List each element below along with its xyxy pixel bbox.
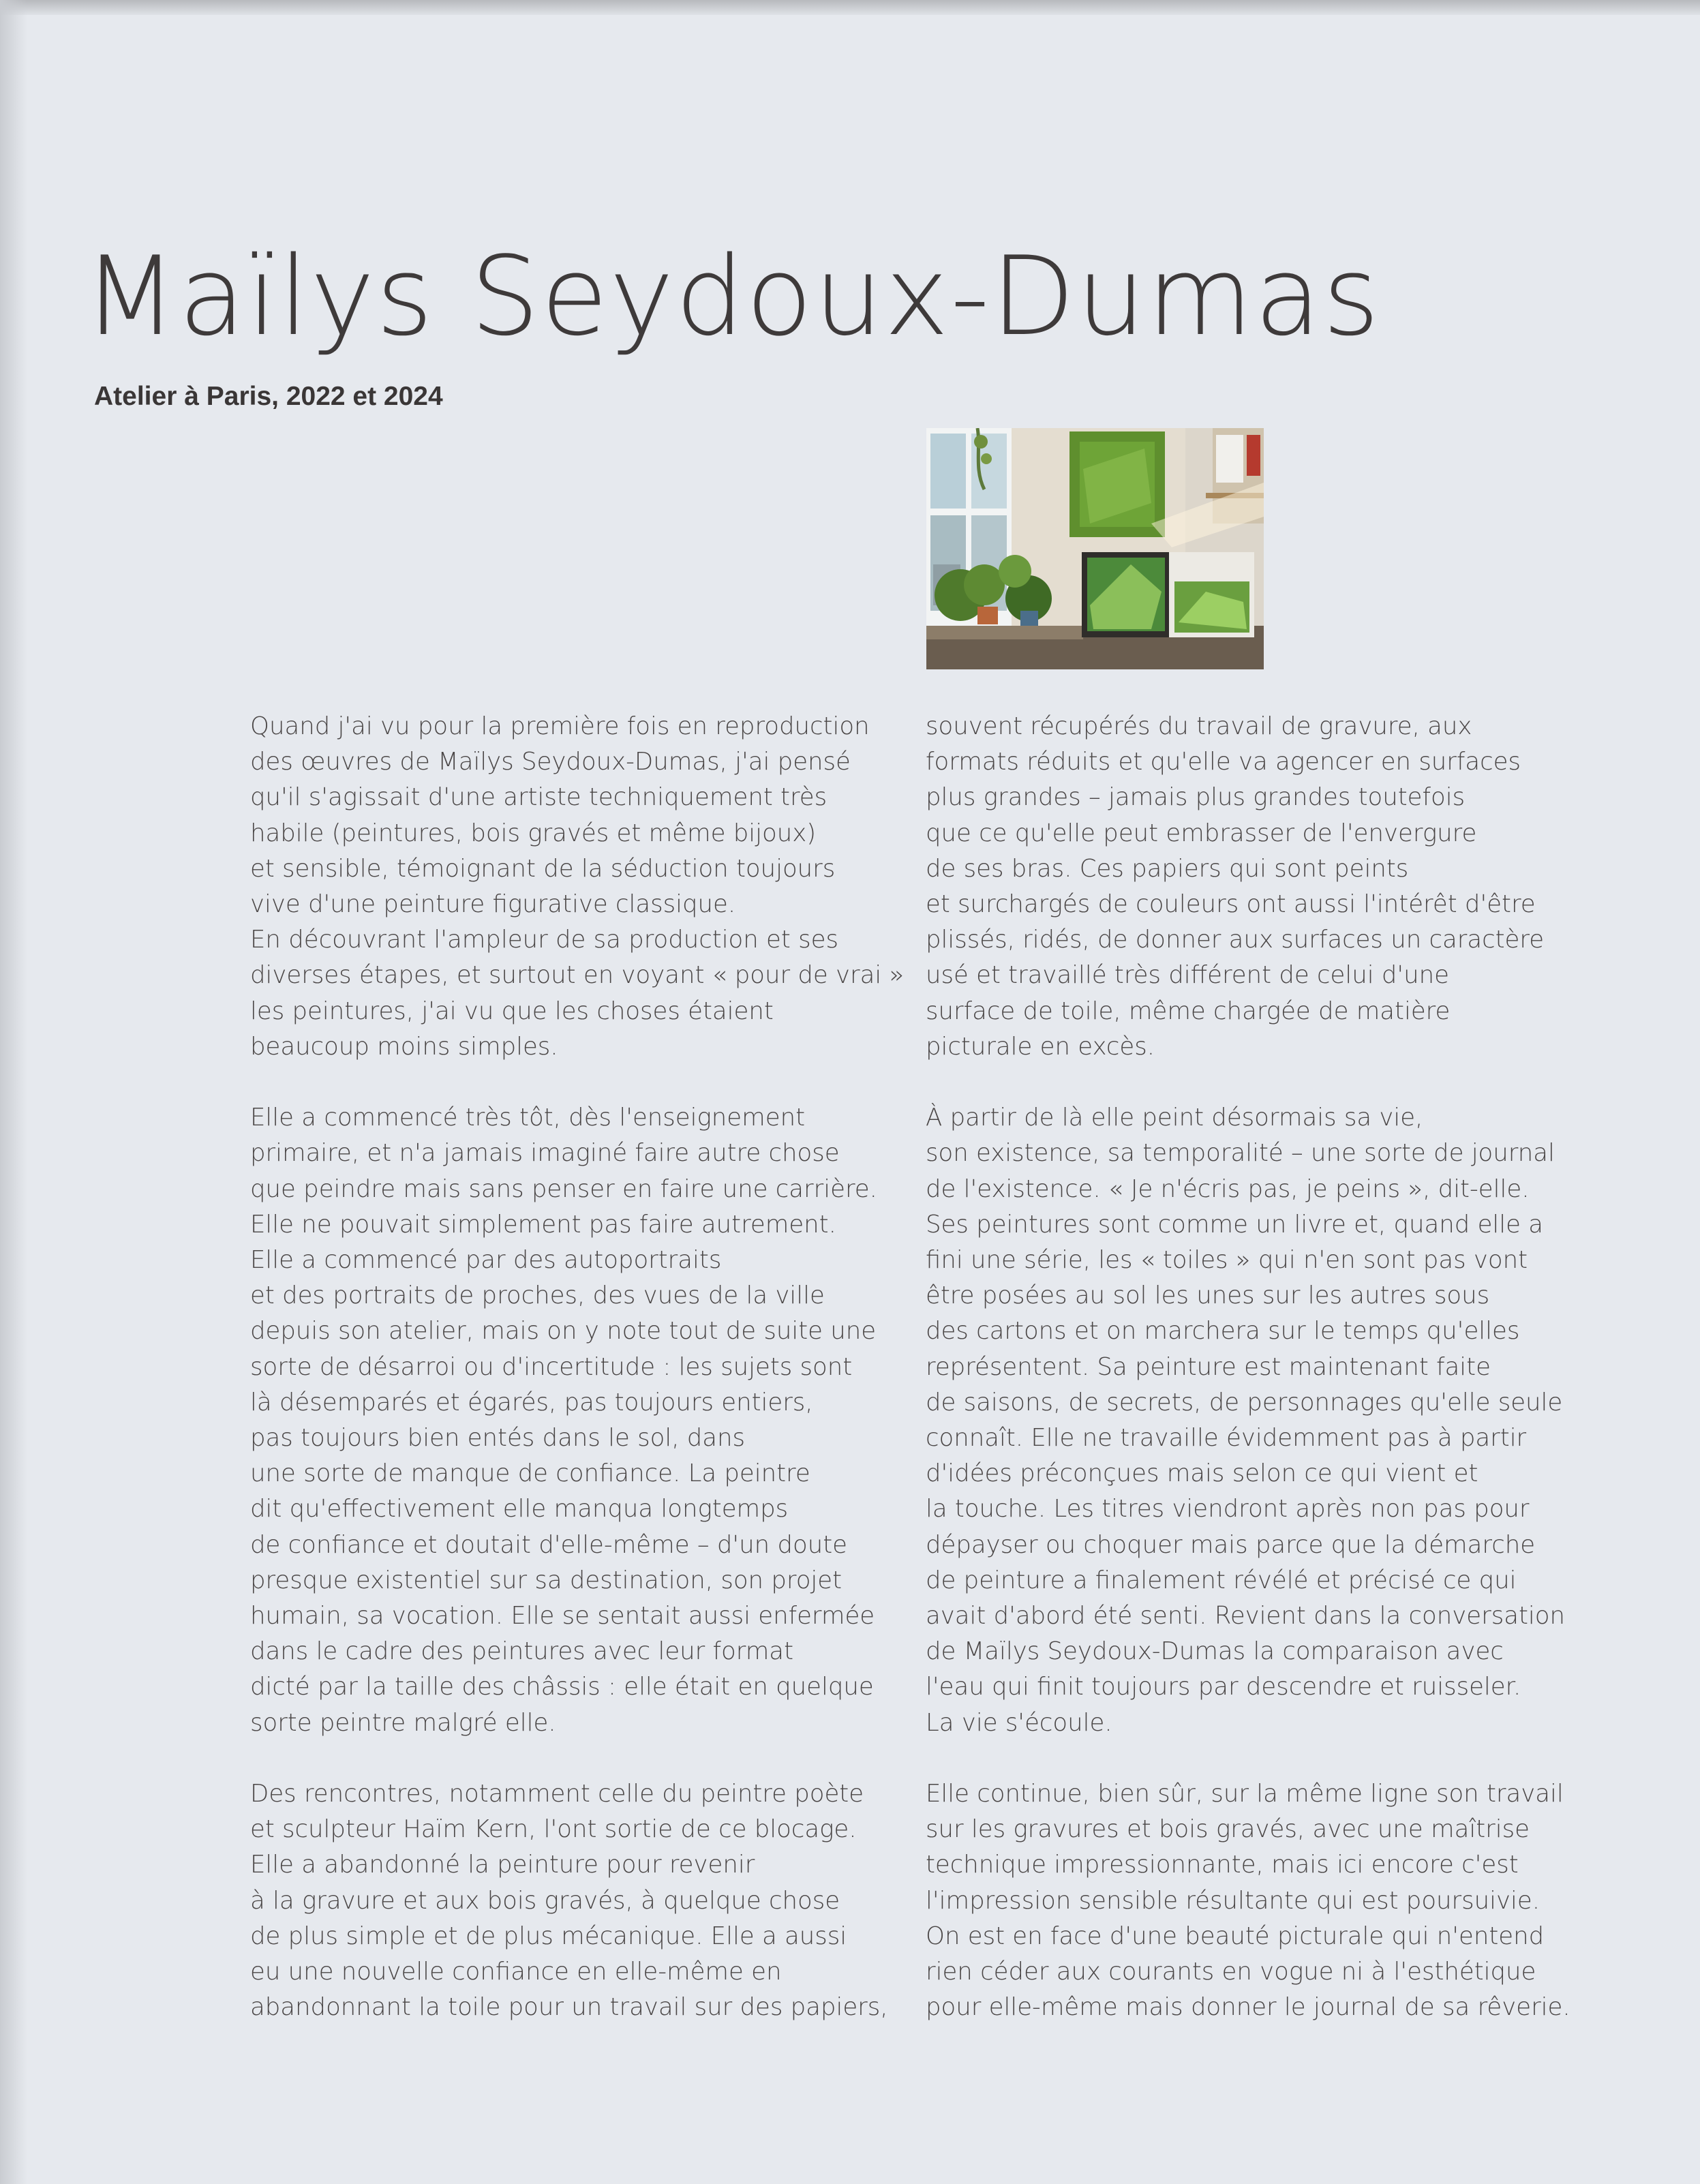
- text-line: son existence, sa temporalité – une sorte de journal: [926, 1139, 1555, 1168]
- text-line: sorte peintre malgré elle.: [250, 1708, 556, 1737]
- text-line: À partir de là elle peint désormais sa vie,: [926, 1104, 1423, 1132]
- paragraph: [250, 1776, 887, 2025]
- text-line: Elle a commencé très tôt, dès l'enseignement: [250, 1104, 805, 1132]
- text-line: Elle a commencé par des autoportraits: [250, 1246, 722, 1275]
- text-line: usé et travaillé très différent de celui d'une: [926, 961, 1449, 990]
- text-line: des cartons et on marchera sur le temps qu'elles: [926, 1317, 1520, 1346]
- text-line: surface de toile, même chargée de matière: [926, 997, 1451, 1025]
- text-line: On est en face d'une beauté picturale qui n'entend: [926, 1922, 1545, 1950]
- text-line: vive d'une peinture figurative classique.: [250, 890, 736, 919]
- text-line: diverses étapes, et surtout en voyant « pour de vrai »: [250, 961, 905, 990]
- text-line: dicté par la taille des châssis : elle était en quelque: [250, 1673, 874, 1701]
- text-line: humain, sa vocation. Elle se sentait aussi enfermée: [250, 1602, 875, 1631]
- text-line: sorte de désarroi ou d'incertitude : les sujets sont: [250, 1352, 853, 1381]
- text-line: de l'existence. « Je n'écris pas, je peins », dit-elle.: [926, 1174, 1530, 1203]
- paragraph: [250, 1100, 887, 1741]
- text-line: de peinture a finalement révélé et précisé ce qui: [926, 1566, 1517, 1594]
- text-line: souvent récupérés du travail de gravure, aux: [926, 712, 1472, 740]
- paragraph: [926, 709, 1563, 1065]
- text-line: dit qu'effectivement elle manqua longtemps: [250, 1495, 789, 1523]
- text-line: En découvrant l'ampleur de sa production et ses: [250, 926, 838, 954]
- text-line: dépayser ou choquer mais parce que la démarche: [926, 1530, 1536, 1559]
- text-line: depuis son atelier, mais on y note tout de suite une: [250, 1317, 877, 1346]
- text-line: que peindre mais sans penser en faire une carrière.: [250, 1174, 877, 1203]
- text-line: de Maïlys Seydoux-Dumas la comparaison avec: [926, 1637, 1504, 1666]
- text-line: la touche. Les titres viendront après non pas pour: [926, 1495, 1530, 1523]
- text-line: technique impressionnante, mais ici encore c'est: [926, 1851, 1519, 1879]
- studio-photo-illustration: [926, 428, 1264, 669]
- text-column-left: [250, 709, 905, 2061]
- text-line: Elle a abandonné la peinture pour revenir: [250, 1851, 755, 1879]
- text-line: et des portraits de proches, des vues de la ville: [250, 1281, 825, 1310]
- text-line: La vie s'écoule.: [926, 1708, 1112, 1737]
- text-line: Elle continue, bien sûr, sur la même ligne son travail: [926, 1780, 1564, 1808]
- text-line: Quand j'ai vu pour la première fois en reproduction: [250, 712, 870, 740]
- text-line: pas toujours bien entés dans le sol, dans: [250, 1424, 746, 1453]
- text-line: à la gravure et aux bois gravés, à quelque chose: [250, 1886, 840, 1915]
- paragraph: [250, 709, 905, 1065]
- text-line: l'eau qui finit toujours par descendre et ruisseler.: [926, 1673, 1521, 1701]
- page-top-edge: [0, 0, 1700, 15]
- text-line: pour elle-même mais donner le journal de sa rêverie.: [926, 1993, 1570, 2022]
- text-line: habile (peintures, bois gravés et même bijoux): [250, 819, 817, 847]
- text-line: picturale en excès.: [926, 1032, 1155, 1061]
- text-column-right: [926, 709, 1570, 2061]
- text-line: une sorte de manque de confiance. La peintre: [250, 1459, 810, 1488]
- text-line: d'idées préconçues mais selon ce qui vient et: [926, 1459, 1478, 1488]
- text-line: Ses peintures sont comme un livre et, quand elle a: [926, 1210, 1544, 1239]
- text-line: de plus simple et de plus mécanique. Elle a aussi: [250, 1922, 847, 1950]
- text-line: de confiance et doutait d'elle-même – d'un doute: [250, 1530, 847, 1559]
- text-line: dans le cadre des peintures avec leur format: [250, 1637, 793, 1666]
- text-line: abandonnant la toile pour un travail sur des papiers,: [250, 1993, 888, 2022]
- paragraph: [926, 1776, 1570, 2025]
- text-line: beaucoup moins simples.: [250, 1032, 558, 1061]
- text-line: connaît. Elle ne travaille évidemment pas à partir: [926, 1424, 1527, 1453]
- text-line: rien céder aux courants en vogue ni à l'esthétique: [926, 1958, 1536, 1986]
- text-line: là désemparés et égarés, pas toujours entiers,: [250, 1388, 813, 1416]
- text-line: Elle ne pouvait simplement pas faire autrement.: [250, 1210, 836, 1239]
- text-line: primaire, et n'a jamais imaginé faire autre chose: [250, 1139, 840, 1168]
- text-line: les peintures, j'ai vu que les choses étaient: [250, 997, 774, 1025]
- text-line: de ses bras. Ces papiers qui sont peints: [926, 854, 1409, 883]
- studio-photo: [926, 428, 1264, 669]
- text-line: des œuvres de Maïlys Seydoux-Dumas, j'ai pensé: [250, 748, 851, 776]
- text-line: que ce qu'elle peut embrasser de l'envergure: [926, 819, 1477, 847]
- page-title: Maïlys Seydoux-Dumas: [83, 232, 1381, 360]
- text-line: et sensible, témoignant de la séduction toujours: [250, 854, 836, 883]
- paragraph: [926, 1100, 1563, 1741]
- page-gutter-shadow: [0, 0, 27, 2184]
- text-line: plissés, ridés, de donner aux surfaces un caractère: [926, 926, 1545, 954]
- text-line: fini une série, les « toiles » qui n'en sont pas vont: [926, 1246, 1528, 1275]
- text-line: eu une nouvelle confiance en elle-même en: [250, 1958, 782, 1986]
- text-line: formats réduits et qu'elle va agencer en surfaces: [926, 748, 1521, 776]
- text-line: plus grandes – jamais plus grandes toutefois: [926, 783, 1466, 812]
- text-line: qu'il s'agissait d'une artiste techniquement très: [250, 783, 828, 812]
- text-line: de saisons, de secrets, de personnages qu'elle seule: [926, 1388, 1563, 1416]
- text-line: presque existentiel sur sa destination, son projet: [250, 1566, 843, 1594]
- text-line: et sculpteur Haïm Kern, l'ont sortie de ce blocage.: [250, 1815, 857, 1844]
- text-line: Des rencontres, notamment celle du peintre poète: [250, 1780, 864, 1808]
- text-line: représentent. Sa peinture est maintenant faite: [926, 1352, 1491, 1381]
- text-line: et surchargés de couleurs ont aussi l'intérêt d'être: [926, 890, 1536, 919]
- page-subtitle: Atelier à Paris, 2022 et 2024: [94, 382, 443, 411]
- text-line: sur les gravures et bois gravés, avec une maîtrise: [926, 1815, 1530, 1844]
- text-line: être posées au sol les unes sur les autres sous: [926, 1281, 1490, 1310]
- text-line: avait d'abord été senti. Revient dans la conversation: [926, 1602, 1565, 1631]
- text-line: l'impression sensible résultante qui est poursuivie.: [926, 1886, 1540, 1915]
